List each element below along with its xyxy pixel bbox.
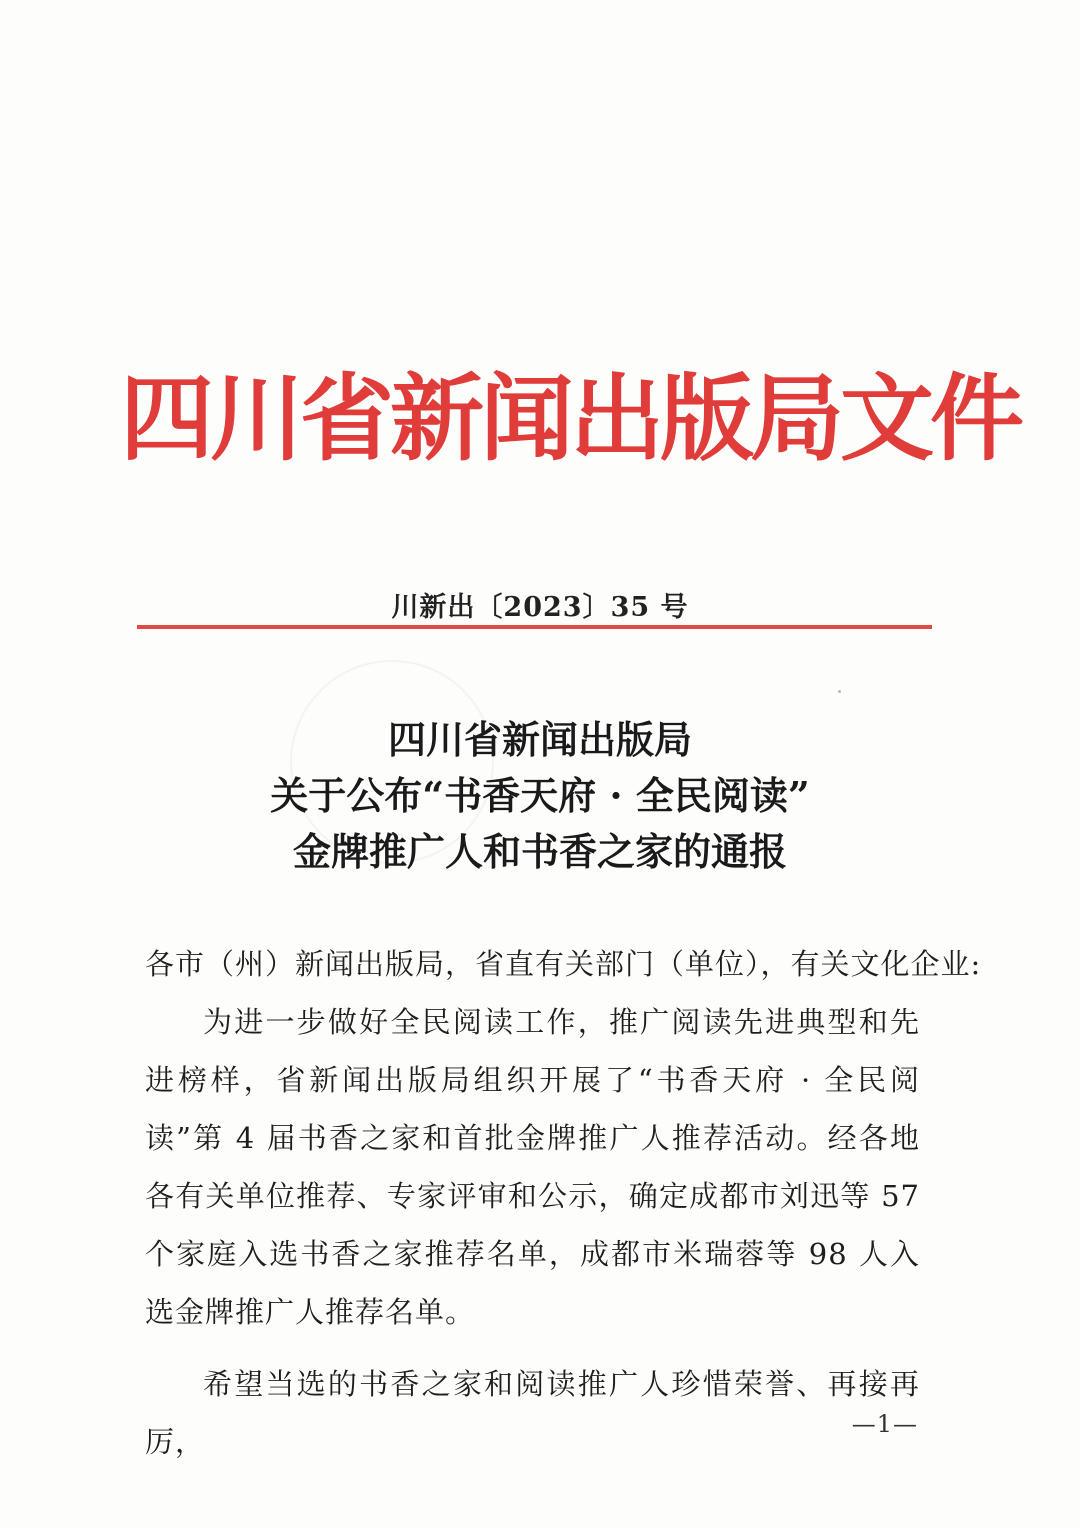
title-line-3: 金牌推广人和书香之家的通报 <box>292 829 787 874</box>
body-paragraph-2: 希望当选的书香之家和阅读推广人珍惜荣誉、再接再厉， <box>145 1367 920 1459</box>
body-paragraph-1: 为进一步做好全民阅读工作，推广阅读先进典型和先进榜样，省新闻出版局组织开展了“书香天府 · 全民阅读”第 4 届书香之家和首批金牌推广人推荐活动。经各地各有关单位推荐、专家评审和公示，确定成都市刘迅等 57 个家庭入选书香之家推荐名单，成都市米瑞蓉等 98 人入选金牌推广人推荐名单。 <box>145 1005 920 1329</box>
salutation: 各市（州）新闻出版局，省直有关部门（单位），有关文化企业: <box>145 947 982 981</box>
document-number: 川新出〔2023〕35 号 <box>391 592 689 623</box>
masthead-title: 四川省新闻出版局文件 <box>120 365 1021 474</box>
notice-body <box>145 935 982 1471</box>
notice-title <box>0 712 1080 880</box>
page-number: —1— <box>851 1410 918 1438</box>
scan-speck <box>838 690 841 693</box>
title-line-2: 关于公布“书香天府 · 全民阅读” <box>270 773 810 818</box>
red-separator-line <box>137 625 932 629</box>
title-line-1: 四川省新闻出版局 <box>387 717 692 762</box>
